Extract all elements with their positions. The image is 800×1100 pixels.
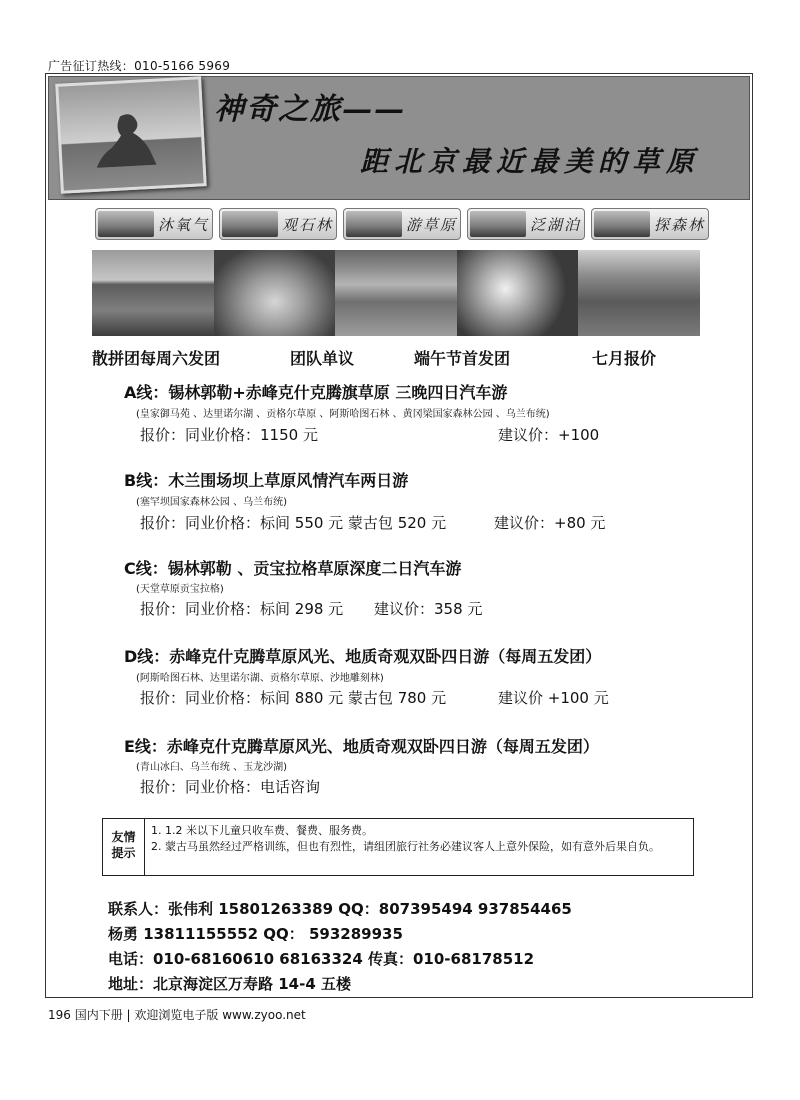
route-d-sites: (阿斯哈图石林、达里诺尔湖、贡格尔草原、沙地雕刻林) [136, 673, 384, 684]
route-e-sites: (青山冰臼、乌兰布统 、玉龙沙湖) [136, 762, 287, 773]
route-a-suggest: 建议价：+100 [498, 426, 600, 444]
route-c-title: C线：锡林郭勒 、贡宝拉格草原深度二日汽车游 [124, 559, 462, 578]
contact-phone-fax: 电话：010-68160610 68163324 传真：010-68178512 [108, 950, 535, 968]
photo-prairie-herd [335, 250, 457, 336]
contact-secondary: 杨勇 13811155552 QQ： 593289935 [108, 925, 403, 943]
photo-hills [578, 250, 700, 336]
activity-thumbnail [98, 211, 154, 237]
route-a-sites: (皇家御马苑 、达里诺尔湖 、贡格尔草原 、阿斯哈图石林 、黄冈梁国家森林公园 、乌兰布统) [136, 409, 550, 420]
activity-buttons [95, 208, 725, 242]
route-c-sites: (天堂草原贡宝拉格) [136, 584, 224, 595]
route-a-price: 报价：同业价格：1150 元 [140, 426, 318, 444]
activity-button-stone-forest[interactable] [219, 208, 337, 240]
page-footer: 196 国内下册 | 欢迎浏览电子版 www.zyoo.net [48, 1008, 306, 1022]
activity-label: 游草原 [406, 216, 458, 234]
schedule-team: 团队单议 [290, 349, 355, 368]
activity-button-grassland[interactable] [343, 208, 461, 240]
schedule-july-price: 七月报价 [592, 349, 657, 368]
tips-content [151, 823, 689, 855]
banner-title-line2: 距北京最近最美的草原 [360, 145, 701, 178]
scenery-photo-strip [92, 250, 700, 336]
route-e-price: 报价：同业价格：电话咨询 [140, 778, 321, 796]
photo-grassland [92, 250, 214, 336]
ad-hotline: 广告征订热线：010-5166 5969 [48, 59, 231, 73]
route-b-sites: (塞罕坝国家森林公园 、乌兰布统) [136, 497, 287, 508]
activity-label: 观石林 [282, 216, 334, 234]
activity-thumbnail [594, 211, 650, 237]
route-c-price: 报价：同业价格：标间 298 元 [140, 600, 344, 618]
route-c-suggest: 建议价：358 元 [374, 600, 483, 618]
contact-address: 地址：北京海淀区万寿路 14-4 五楼 [108, 975, 351, 993]
activity-label: 泛湖泊 [530, 216, 582, 234]
tips-label [103, 819, 145, 875]
friendly-tips-box [102, 818, 694, 876]
photo-swan [457, 250, 579, 336]
tip-item-1: 1. 1.2 米以下儿童只收车费、餐费、服务费。 [151, 824, 373, 837]
activity-button-oxygen[interactable] [95, 208, 213, 240]
activity-button-lake[interactable] [467, 208, 585, 240]
route-e-title: E线：赤峰克什克腾草原风光、地质奇观双卧四日游（每周五发团） [124, 737, 599, 756]
route-a-title: A线：锡林郭勒+赤峰克什克腾旗草原 三晚四日汽车游 [124, 383, 508, 402]
schedule-weekly: 散拼团每周六发团 [92, 349, 221, 368]
rock-formation-icon [90, 109, 163, 168]
activity-button-forest[interactable] [591, 208, 709, 240]
schedule-dragonboat: 端午节首发团 [414, 349, 511, 368]
rock-photo [55, 76, 207, 193]
activity-label: 探森林 [654, 216, 706, 234]
route-b-title: B线：木兰围场坝上草原风情汽车两日游 [124, 471, 409, 490]
photo-rock [214, 250, 336, 336]
activity-thumbnail [222, 211, 278, 237]
activity-thumbnail [346, 211, 402, 237]
activity-thumbnail [470, 211, 526, 237]
tip-item-2: 2. 蒙古马虽然经过严格训练，但也有烈性，请组团旅行社务必建议客人上意外保险，如有意外后果自负。 [151, 840, 660, 853]
activity-label: 沐氧气 [158, 216, 210, 234]
tips-label-line1: 友情 [111, 830, 136, 844]
route-d-price: 报价：同业价格：标间 880 元 蒙古包 780 元 [140, 689, 447, 707]
tips-label-line2: 提示 [111, 846, 136, 860]
contact-primary: 联系人：张伟利 15801263389 QQ：807395494 937854465 [108, 900, 572, 918]
route-d-title: D线：赤峰克什克腾草原风光、地质奇观双卧四日游（每周五发团） [124, 647, 602, 666]
route-d-suggest: 建议价 +100 元 [498, 689, 609, 707]
route-b-suggest: 建议价：+80 元 [494, 514, 606, 532]
banner-title-line1: 神奇之旅—— [214, 92, 406, 127]
route-b-price: 报价：同业价格：标间 550 元 蒙古包 520 元 [140, 514, 447, 532]
